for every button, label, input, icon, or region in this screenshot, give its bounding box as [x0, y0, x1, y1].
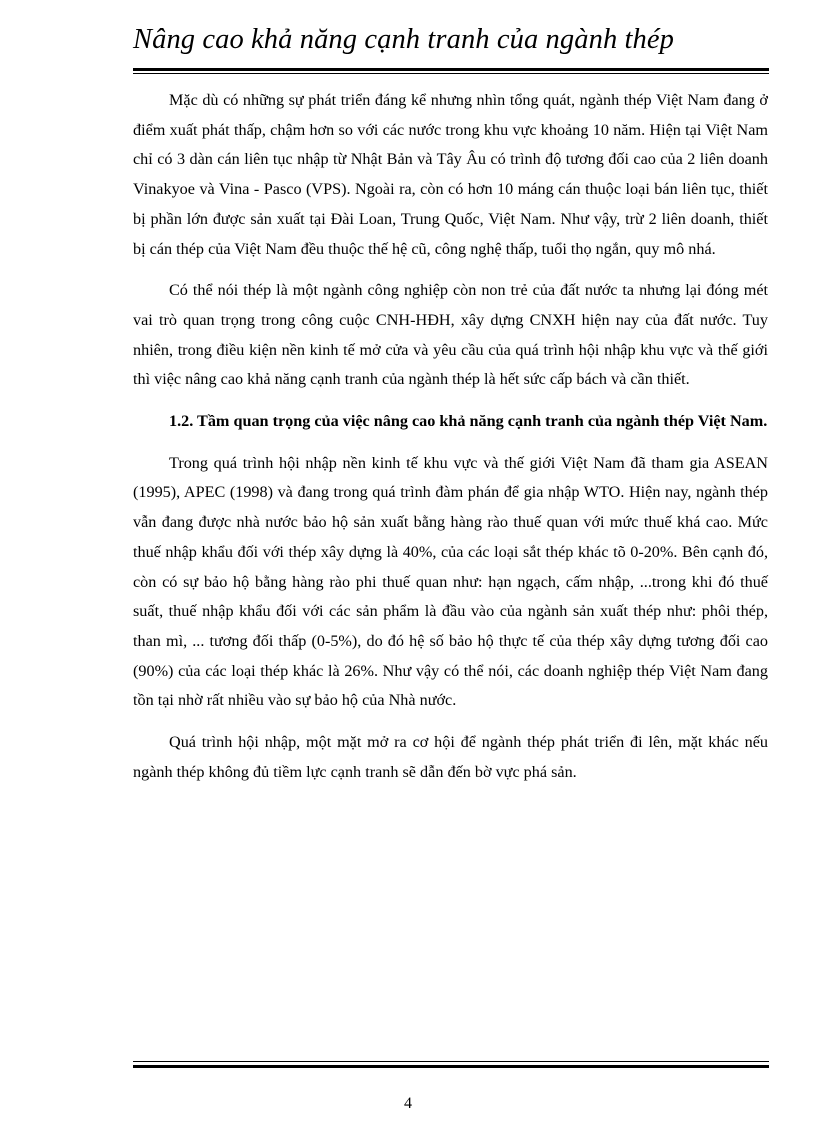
header-rule-thick — [133, 68, 769, 71]
paragraph-integration: Quá trình hội nhập, một mặt mở ra cơ hội để ngành thép phát triển đi lên, mặt khác nếu ngành thép không đủ tiềm lực cạnh tranh sẽ dẫn đến bờ vực phá sản. — [133, 733, 768, 781]
paragraph-protection: Trong quá trình hội nhập nền kinh tế khu vực và thế giới Việt Nam đã tham gia ASEAN (1995), APEC (1998) và đang trong quá trình đàm phán để gia nhập WTO. Hiện nay, ngành thép vẫn đang được nhà nước bảo hộ sản xuất bằng hàng rào thuế quan với mức thuế khá cao. Mức thuế nhập khẩu đối với thép xây dựng là 40%, của các loại sắt thép khác tõ 0-20%. Bên cạnh đó, còn có sự bảo hộ bằng hàng rào phi thuế quan như: hạn ngạch, cấm nhập, ...trong khi đó thuế suất, thuế nhập khẩu đối với các sản phẩm là đầu vào của ngành sản xuất thép như: phôi thép, than mì, ... tương đối thấp (0-5%), do đó hệ số bảo hộ thực tế của thép xây dựng tương đối cao (90%) của các loại thép khác là 26%. Như vậy có thể nói, các doanh nghiệp thép Việt Nam đang tồn tại nhờ rất nhiều vào sự bảo hộ của Nhà nước. — [133, 453, 768, 710]
document-body — [133, 86, 768, 799]
footer-rule-thick — [133, 1065, 769, 1068]
header-rule-thin — [133, 73, 769, 74]
page-title: Nâng cao khả năng cạnh tranh của ngành thép — [133, 24, 674, 55]
paragraph-importance: Có thể nói thép là một ngành công nghiệp còn non trẻ của đất nước ta nhưng lại đóng mét vai trò quan trọng trong công cuộc CNH-HĐH, xây dựng CNXH hiện nay của đất nước. Tuy nhiên, trong điều kiện nền kinh tế mở cửa và yêu cầu của quá trình hội nhập khu vực và thế giới thì việc nâng cao khả năng cạnh tranh của ngành thép là hết sức cấp bách và cần thiết. — [133, 281, 768, 389]
footer-rule-thin — [133, 1061, 769, 1062]
page-number: 4 — [404, 1095, 412, 1112]
paragraph-overview: Mặc dù có những sự phát triển đáng kể nhưng nhìn tổng quát, ngành thép Việt Nam đang ở điểm xuất phát thấp, chậm hơn so với các nước trong khu vực khoảng 10 năm. Hiện tại Việt Nam chỉ có 3 dàn cán liên tục nhập từ Nhật Bản và Tây Âu có trình độ tương đối cao của 2 liên doanh Vinakyoe và Vina - Pasco (VPS). Ngoài ra, còn có hơn 10 máng cán thuộc loại bán liên tục, thiết bị phần lớn được sản xuất tại Đài Loan, Trung Quốc, Việt Nam. Như vậy, trừ 2 liên doanh, thiết bị cán thép của Việt Nam đều thuộc thế hệ cũ, công nghệ thấp, tuổi thọ ngắn, quy mô nhá. — [133, 91, 768, 258]
section-heading-1-2: 1.2. Tầm quan trọng của việc nâng cao khả năng cạnh tranh của ngành thép Việt Nam. — [169, 412, 768, 431]
